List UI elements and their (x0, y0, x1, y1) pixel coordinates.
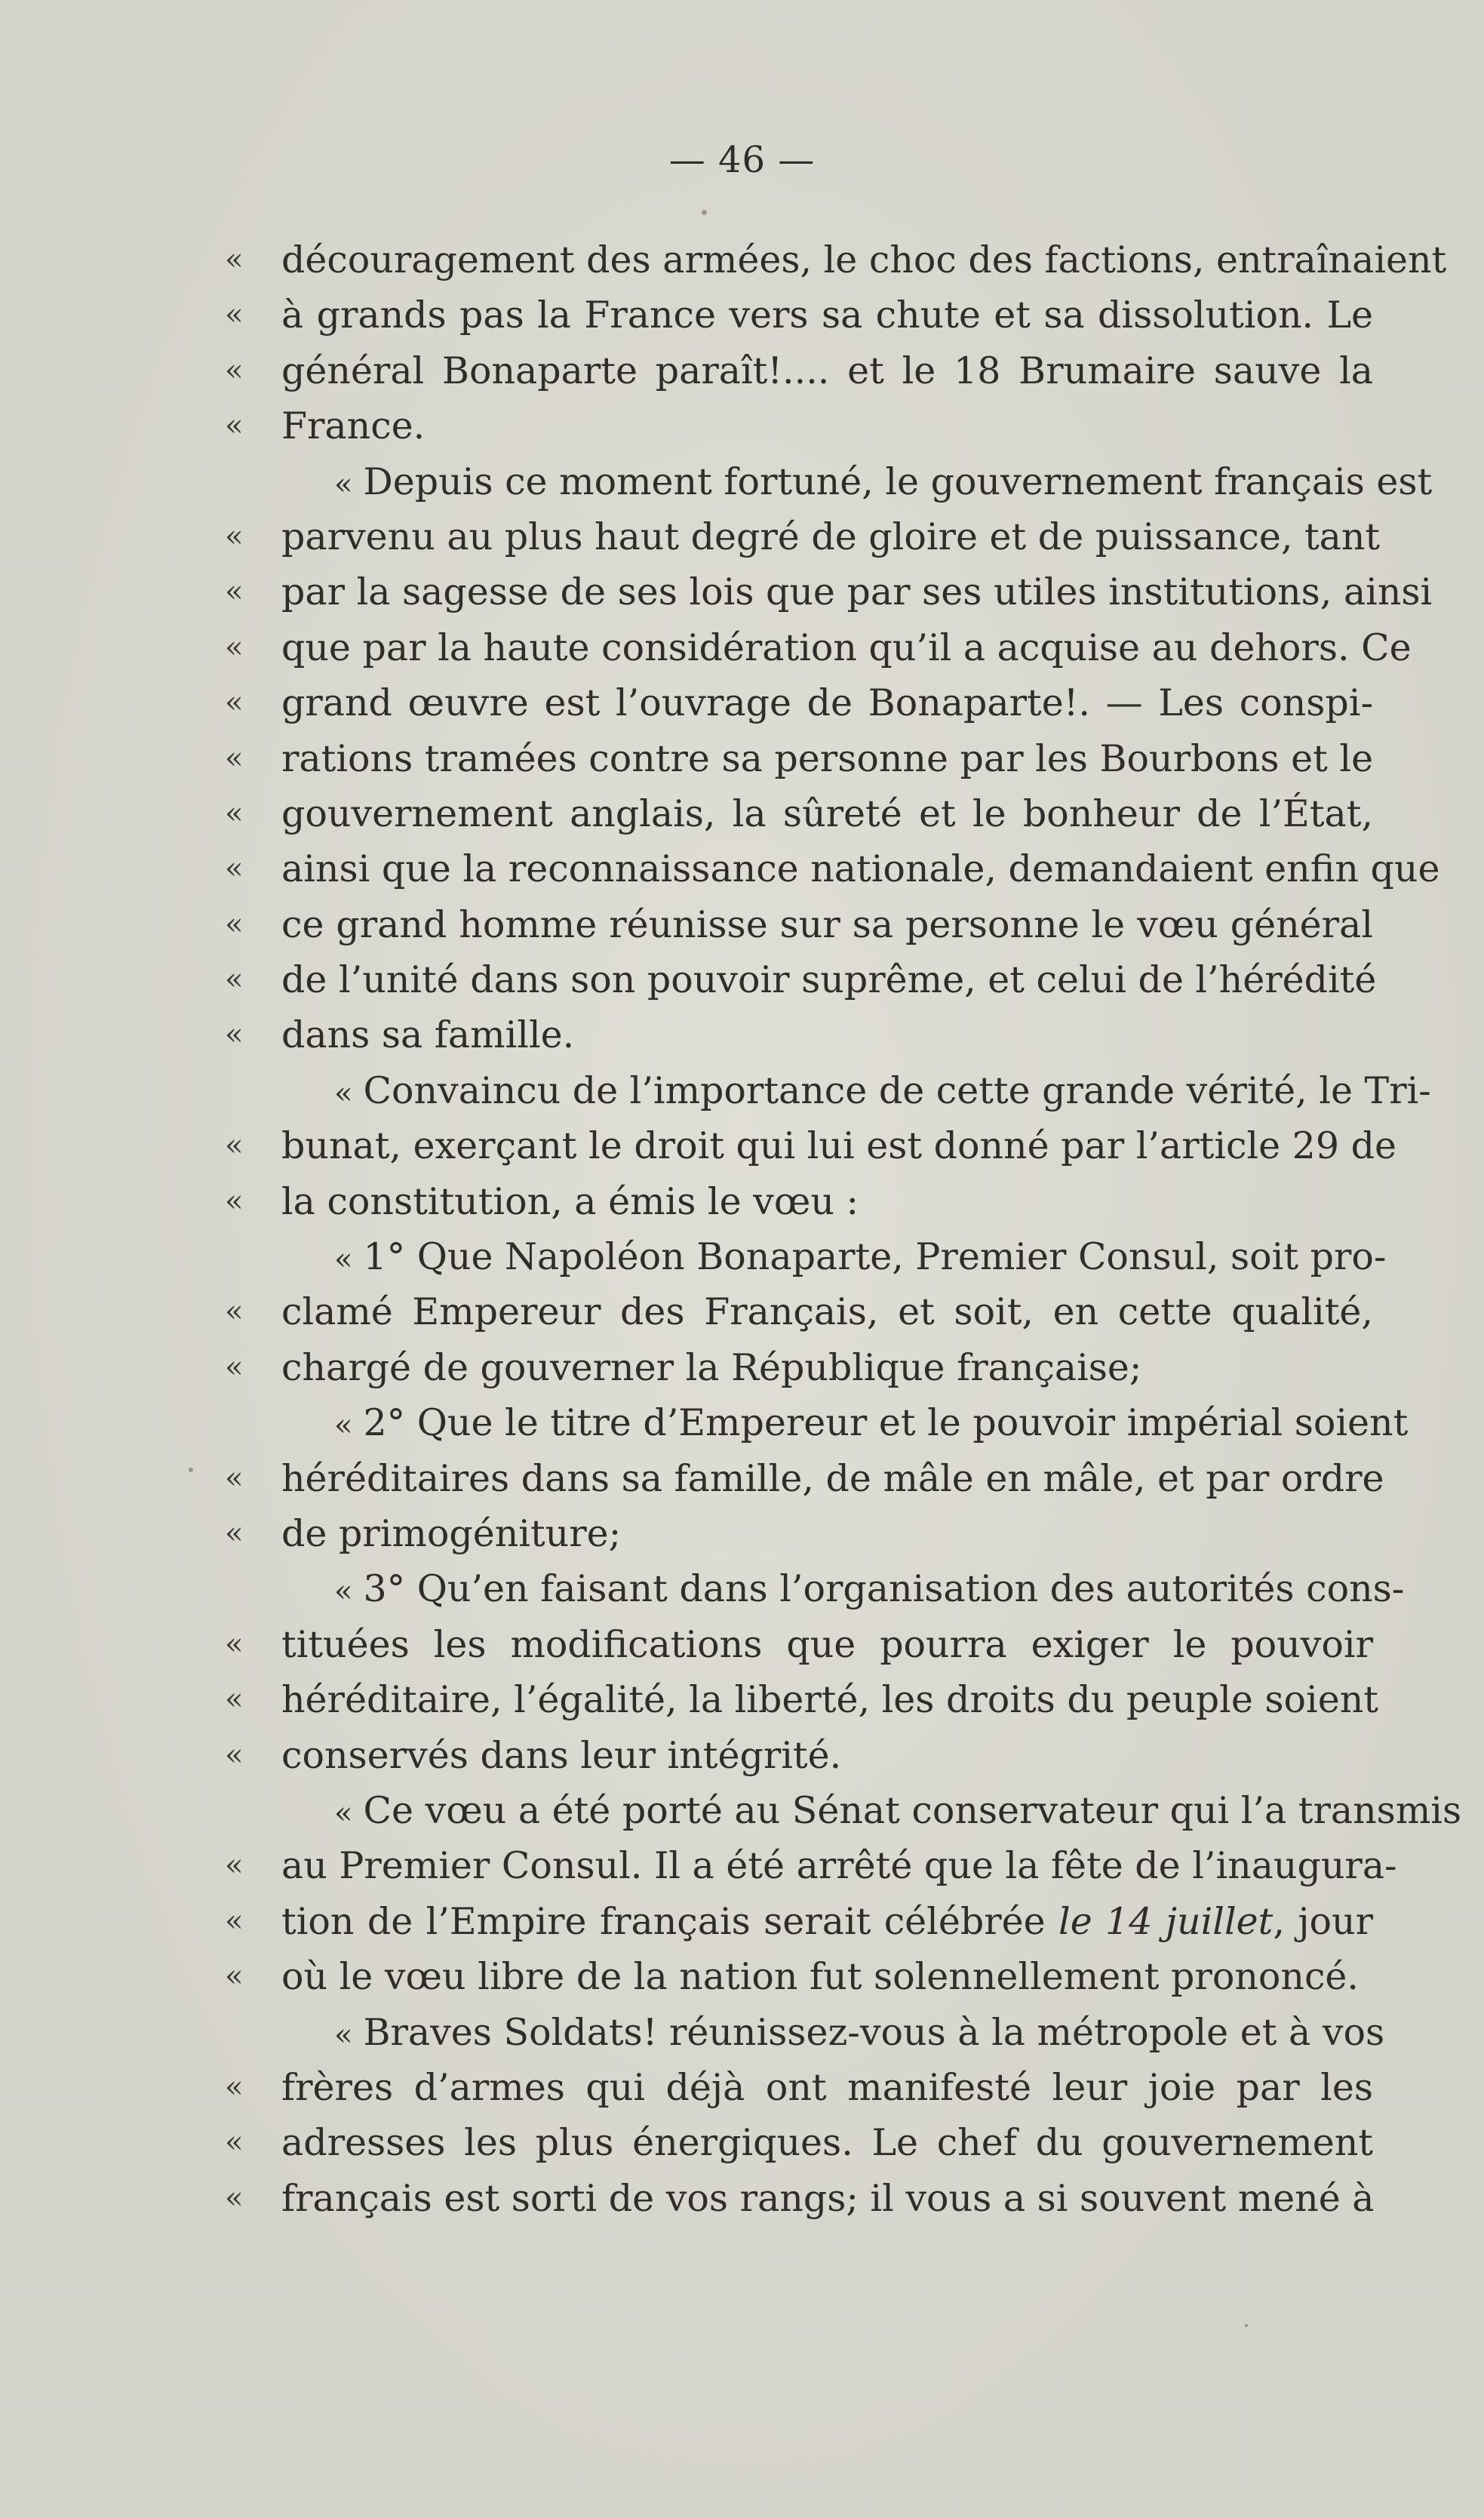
text-line (225, 1506, 1373, 1561)
line-text (281, 2005, 1385, 2063)
line-text (281, 1229, 1387, 1287)
line-content: conservés dans leur intégrité. (281, 1733, 842, 1777)
text-line (225, 1894, 1373, 1949)
text-line (225, 1340, 1373, 1395)
text-line (225, 509, 1381, 564)
line-content: la constitution, a émis le vœu : (281, 1179, 859, 1223)
margin-quote-mark: « (225, 408, 244, 444)
line-content: , jour (1273, 1899, 1373, 1943)
margin-quote-mark: « (225, 795, 244, 831)
line-text (281, 509, 1381, 564)
line-content: clamé Empereur des Français, et soit, en cette qualité, (281, 1290, 1373, 1334)
line-text (281, 952, 1377, 1007)
line-content: ce grand homme réunisse sur sa personne le vœu général (281, 902, 1373, 946)
line-text (281, 2060, 1373, 2115)
margin-quote-mark: « (225, 906, 244, 942)
line-content: tituées les modifications que pourra exiger le pouvoir (281, 1622, 1373, 1666)
inline-quote-mark: « (334, 1795, 353, 1831)
line-content: grand œuvre est l’ouvrage de Bonaparte!. — Les conspi- (281, 681, 1373, 725)
text-line (225, 1174, 1373, 1229)
margin-quote-mark: « (225, 352, 244, 388)
text-line (225, 1395, 1409, 1450)
line-text (281, 620, 1412, 675)
line-text (281, 675, 1373, 730)
margin-quote-mark: « (225, 1349, 244, 1385)
text-line (225, 564, 1433, 620)
text-line (225, 1063, 1431, 1118)
text-line (225, 2005, 1385, 2060)
margin-quote-mark: « (225, 740, 244, 776)
line-content: de l’unité dans son pouvoir suprême, et celui de l’hérédité (281, 958, 1377, 1002)
line-text (281, 786, 1373, 841)
line-text (281, 1174, 1373, 1229)
line-content: par la sagesse de ses lois que par ses utiles institutions, ainsi (281, 570, 1433, 614)
text-line (225, 897, 1373, 952)
margin-quote-mark: « (225, 574, 244, 610)
line-text (281, 1672, 1378, 1727)
margin-quote-mark: « (225, 2069, 244, 2104)
margin-quote-mark: « (225, 1294, 244, 1330)
text-line (225, 1728, 1373, 1783)
line-content: parvenu au plus haut degré de gloire et de puissance, tant (281, 515, 1381, 558)
line-text (281, 1894, 1373, 1949)
body-text (225, 232, 1462, 2226)
line-text (281, 232, 1447, 287)
paper-speck (702, 210, 707, 215)
margin-quote-mark: « (225, 1626, 244, 1662)
text-line (225, 1561, 1405, 1616)
line-content: 1° Que Napoléon Bonaparte, Premier Consul, soit pro- (363, 1235, 1387, 1279)
paper-speck (1245, 2324, 1248, 2327)
line-content: découragement des armées, le choc des factions, entraînaient (281, 238, 1447, 281)
line-content: héréditaire, l’égalité, la liberté, les droits du peuple soient (281, 1678, 1378, 1722)
margin-quote-mark: « (225, 242, 244, 277)
inline-quote-mark: « (334, 1242, 353, 1277)
line-text (281, 1506, 1373, 1561)
line-content: dans sa famille. (281, 1013, 575, 1057)
text-line (225, 1118, 1396, 1173)
inline-quote-mark: « (334, 1408, 353, 1443)
margin-quote-mark: « (225, 851, 244, 887)
text-line (225, 675, 1373, 730)
line-text (281, 2115, 1373, 2170)
text-line (225, 398, 1373, 453)
italic-date: le 14 juillet (1058, 1899, 1274, 1943)
line-content: frères d’armes qui déjà ont manifesté leur joie par les (281, 2065, 1373, 2109)
margin-quote-mark: « (225, 297, 244, 333)
line-content: Braves Soldats! réunissez-vous à la métropole et à vos (363, 2010, 1385, 2054)
page-number: — 46 — (668, 139, 816, 181)
line-content: que par la haute considération qu’il a acquise au dehors. Ce (281, 626, 1412, 669)
text-line (225, 1949, 1373, 2004)
text-line (225, 2171, 1373, 2226)
margin-quote-mark: « (225, 1128, 244, 1164)
text-line (225, 620, 1412, 675)
text-line (225, 1451, 1384, 1506)
inline-quote-mark: « (334, 1075, 353, 1111)
line-content: 3° Qu’en faisant dans l’organisation des autorités cons- (363, 1567, 1405, 1611)
line-text (281, 1728, 1373, 1783)
text-line (225, 786, 1373, 841)
line-content: Ce vœu a été porté au Sénat conservateur qui l’a transmis (363, 1788, 1462, 1832)
line-text (281, 1617, 1373, 1672)
text-line (225, 1783, 1462, 1838)
line-content: à grands pas la France vers sa chute et sa dissolution. Le (281, 294, 1373, 337)
margin-quote-mark: « (225, 962, 244, 998)
line-text (281, 1007, 1373, 1062)
text-line (225, 2060, 1373, 2115)
margin-quote-mark: « (225, 1959, 244, 1994)
line-text (281, 1451, 1384, 1506)
line-content: Convaincu de l’importance de cette grande vérité, le Tri- (363, 1068, 1431, 1112)
line-text (281, 287, 1373, 343)
line-content: France. (281, 404, 426, 448)
margin-quote-mark: « (225, 629, 244, 665)
text-line (225, 952, 1377, 1007)
line-text (281, 1838, 1397, 1893)
line-content: héréditaires dans sa famille, de mâle en mâle, et par ordre (281, 1456, 1384, 1500)
text-line (225, 454, 1433, 509)
line-content: 2° Que le titre d’Empereur et le pouvoir impérial soient (363, 1401, 1409, 1445)
line-content: français est sorti de vos rangs; il vous a si souvent mené à (281, 2176, 1375, 2220)
text-line (225, 1284, 1373, 1339)
text-line (225, 1672, 1378, 1727)
text-line (225, 287, 1373, 343)
line-content: au Premier Consul. Il a été arrêté que la fête de l’inaugura- (281, 1844, 1397, 1888)
line-text (281, 1284, 1373, 1339)
line-text (281, 1561, 1405, 1619)
margin-quote-mark: « (225, 685, 244, 721)
margin-quote-mark: « (225, 1682, 244, 1717)
line-content: de primogéniture; (281, 1511, 622, 1555)
text-line (225, 841, 1440, 896)
line-text (281, 1340, 1373, 1395)
line-content: général Bonaparte paraît!.... et le 18 Brumaire sauve la (281, 349, 1373, 392)
line-text (281, 564, 1433, 620)
line-text (281, 1118, 1396, 1173)
margin-quote-mark: « (225, 1515, 244, 1551)
line-text (281, 398, 1373, 453)
text-line (225, 2115, 1373, 2170)
line-content: tion de l’Empire français serait célébrée (281, 1899, 1059, 1943)
text-line (225, 1229, 1387, 1284)
line-text (281, 2171, 1373, 2226)
line-text (281, 343, 1373, 398)
margin-quote-mark: « (225, 1848, 244, 1883)
line-text (281, 1783, 1462, 1841)
margin-quote-mark: « (225, 518, 244, 554)
inline-quote-mark: « (334, 1574, 353, 1609)
paper-speck (189, 1468, 193, 1472)
line-content: adresses les plus énergiques. Le chef du gouvernement (281, 2121, 1373, 2165)
margin-quote-mark: « (225, 2180, 244, 2215)
inline-quote-mark: « (334, 2017, 353, 2052)
line-text (281, 454, 1433, 512)
line-content: bunat, exerçant le droit qui lui est donné par l’article 29 de (281, 1124, 1396, 1168)
text-line (225, 1617, 1373, 1672)
margin-quote-mark: « (225, 1183, 244, 1219)
line-text (281, 1949, 1373, 2004)
margin-quote-mark: « (225, 2125, 244, 2160)
inline-quote-mark: « (334, 466, 353, 502)
line-content: rations tramées contre sa personne par les Bourbons et le (281, 736, 1374, 780)
line-content: gouvernement anglais, la sûreté et le bonheur de l’État, (281, 792, 1373, 835)
line-text (281, 897, 1373, 952)
line-text (281, 841, 1440, 896)
margin-quote-mark: « (225, 1737, 244, 1772)
text-line (225, 232, 1447, 287)
line-content: Depuis ce moment fortuné, le gouvernement français est (363, 460, 1433, 503)
text-line (225, 1007, 1373, 1062)
margin-quote-mark: « (225, 1903, 244, 1938)
text-line (225, 343, 1373, 398)
line-content: où le vœu libre de la nation fut solennellement prononcé. (281, 1955, 1359, 1999)
line-text (281, 1395, 1409, 1453)
text-line (225, 731, 1373, 786)
line-text (281, 731, 1373, 786)
line-content: chargé de gouverner la République française; (281, 1345, 1142, 1389)
margin-quote-mark: « (225, 1460, 244, 1496)
line-content: ainsi que la reconnaissance nationale, demandaient enfin que (281, 847, 1440, 891)
margin-quote-mark: « (225, 1017, 244, 1053)
line-text (281, 1063, 1431, 1121)
text-line (225, 1838, 1397, 1893)
